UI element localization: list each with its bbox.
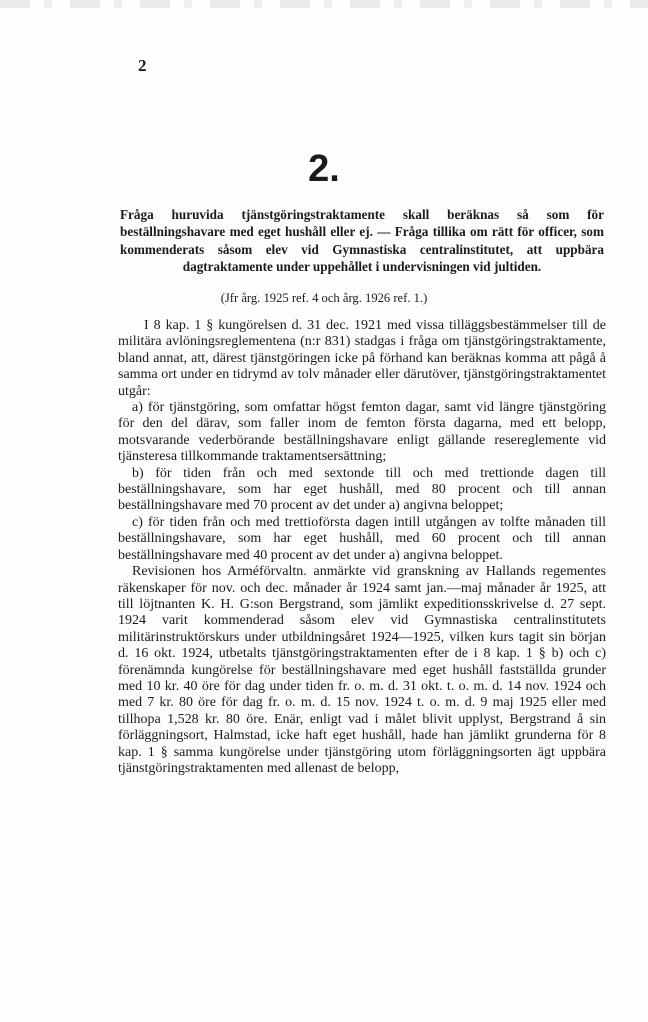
scan-edge-artifact [0, 0, 648, 8]
section-heading: Fråga huruvida tjänstgöringstraktamente skall beräknas så som för beställningshavare med eget hushåll eller ej. — Fråga tillika om rätt för officer, som kommenderats såsom elev vid Gymnastiska centralinstitutet, att uppbära dagtraktamente under uppehållet i undervisningen vid jultiden. [120, 207, 604, 275]
cross-reference: (Jfr årg. 1925 ref. 4 och årg. 1926 ref. 1.) [220, 291, 428, 305]
paragraph-item-a: a) för tjänstgöring, som omfattar högst femton dagar, samt vid längre tjänstgöring för den del därav, som faller inom de femton första dagarna, med ett belopp, motsvarande vederbörande beställningshavare enligt gällande resereglemente vid tjänsteresa tillkommande traktamentsersättning; [118, 400, 606, 465]
paragraph-item-b: b) för tiden från och med sextonde till och med trettionde dagen till beställningshavare, som har eget hushåll, med 80 procent och till annan beställningshavare med 70 procent av det under a) angivna beloppet; [118, 465, 606, 514]
section-number: 2. [308, 148, 340, 190]
paragraph-revision: Revisionen hos Arméförvaltn. anmärkte vid granskning av Hallands regementes räkenskaper för nov. och dec. månader år 1924 samt jan.—maj månader år 1925, att till löjtnanten K. H. G:son Bergstrand, som jämlikt expeditionsskrivelse d. 27 sept. 1924 varit kommenderad såsom elev vid Gymnastiska centralinstitutets militärinstruktörskurs under utbildningsåret 1924—1925, vilken kurs tagit sin början d. 16 okt. 1924, utbetalts tjänstgöringstraktamenten efter de i 8 kap. 1 § b) och c) förenämnda kungörelse för beställningshavare med eget hushåll fastställda grunder med 10 kr. 40 öre för dag under tiden fr. o. m. d. 31 okt. t. o. m. d. 14 nov. 1924 och med 7 kr. 80 öre för dag fr. o. m. d. 15 nov. 1924 t. o. m. d. 9 maj 1925 eller med tillhopa 1,528 kr. 80 öre. Enär, enligt vad i målet blivit upplyst, Bergstrand å sin förläggningsort, Halmstad, icke haft eget hushåll, hade han jämlikt grunderna för 8 kap. 1 § samma kungörelse under tjänstgöring utom förläggningsorten ägt uppbära tjänstgöringstraktamenten med allenast de belopp, [118, 564, 606, 776]
paragraph-item-c: c) för tiden från och med trettioförsta dagen intill utgången av tolfte månaden till beställningshavare, som har eget hushåll, med 60 procent och till annan beställningshavare med 40 procent av det under a) angivna beloppet. [118, 514, 606, 563]
paragraph-intro: I 8 kap. 1 § kungörelsen d. 31 dec. 1921 med vissa tilläggsbestämmelser till de militära avlöningsreglementena (n:r 831) stadgas i fråga om tjänstgöringstraktamente, bland annat, att, därest tjänstgöringen icke på förhand kan beräknas komma att pågå å samma ort under en tidrymd av tolv månader eller därutöver, tjänstgöringstraktamentet utgår: [118, 318, 606, 399]
body-text [118, 318, 606, 777]
page-number: 2 [138, 56, 147, 75]
